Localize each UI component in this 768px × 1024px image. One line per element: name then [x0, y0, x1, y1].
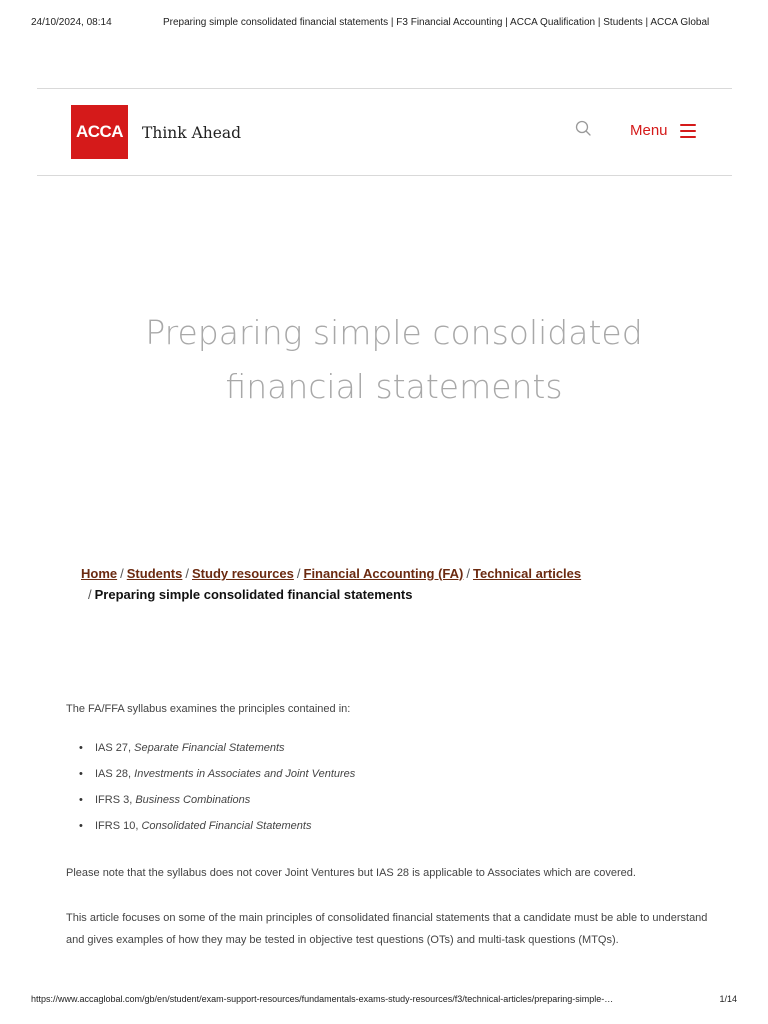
breadcrumb-separator: / — [120, 566, 124, 581]
print-page-title: Preparing simple consolidated financial statements | F3 Financial Accounting | ACCA Qualification | Students | ACCA Global — [163, 17, 710, 28]
intro-paragraph: The FA/FFA syllabus examines the principles contained in: — [66, 703, 351, 715]
breadcrumb-technical-articles[interactable]: Technical articles — [472, 566, 582, 581]
page-title-line-1: Preparing simple consolidated — [145, 313, 643, 352]
menu-button[interactable] — [630, 122, 696, 139]
breadcrumb-separator: / — [296, 566, 301, 581]
standard-code: IFRS 3, — [95, 794, 136, 806]
breadcrumb-separator: / — [88, 587, 92, 602]
site-header — [37, 88, 732, 176]
page-number: 1/14 — [719, 994, 737, 1004]
standard-code: IFRS 10, — [95, 820, 142, 832]
print-url: https://www.accaglobal.com/gb/en/student/exam-support-resources/fundamentals-exams-study-resources/f3/technical-articles/preparing-simple-… — [31, 994, 614, 1004]
print-header — [31, 17, 737, 31]
breadcrumb-financial-accounting[interactable]: Financial Accounting (FA) — [303, 566, 464, 581]
page-title — [84, 306, 704, 414]
page-title-line-2: financial statements — [225, 367, 563, 406]
breadcrumb-students[interactable]: Students — [126, 566, 183, 581]
standard-name: Separate Financial Statements — [134, 742, 285, 754]
standards-list — [66, 739, 716, 843]
standard-code: IAS 27, — [95, 742, 135, 754]
breadcrumb-study-resources[interactable]: Study resources — [192, 566, 294, 581]
list-item — [66, 791, 716, 817]
print-date: 24/10/2024, 08:14 — [31, 17, 112, 28]
standard-name: Consolidated Financial Statements — [141, 820, 312, 832]
article-body — [66, 698, 716, 951]
focus-paragraph: This article focuses on some of the main principles of consolidated financial statements that a candidate must be able to understand and gives examples of how they may be tested in objective test questions (OTs) and multi-task questions (MTQs). — [66, 912, 708, 946]
print-footer — [31, 994, 737, 1008]
standard-name: Business Combinations — [135, 794, 251, 806]
list-item — [66, 817, 716, 843]
brand-tagline: Think Ahead — [142, 124, 242, 142]
breadcrumb-separator: / — [466, 566, 470, 581]
breadcrumb-current — [81, 584, 641, 605]
standard-code: IAS 28, — [95, 768, 135, 780]
list-item — [66, 765, 716, 791]
search-icon[interactable] — [574, 119, 594, 139]
syllabus-note: Please note that the syllabus does not cover Joint Ventures but IAS 28 is applicable to Associates which are covered. — [66, 867, 636, 879]
hamburger-icon — [680, 124, 696, 138]
menu-label: Menu — [630, 122, 668, 139]
breadcrumb-home[interactable]: Home — [81, 566, 118, 581]
standard-name: Investments in Associates and Joint Ventures — [134, 768, 356, 780]
breadcrumb — [81, 563, 641, 605]
breadcrumb-separator: / — [185, 566, 189, 581]
list-item — [66, 739, 716, 765]
acca-logo[interactable]: ACCA — [71, 105, 128, 159]
breadcrumb-current-label: Preparing simple consolidated financial statements — [94, 587, 413, 602]
